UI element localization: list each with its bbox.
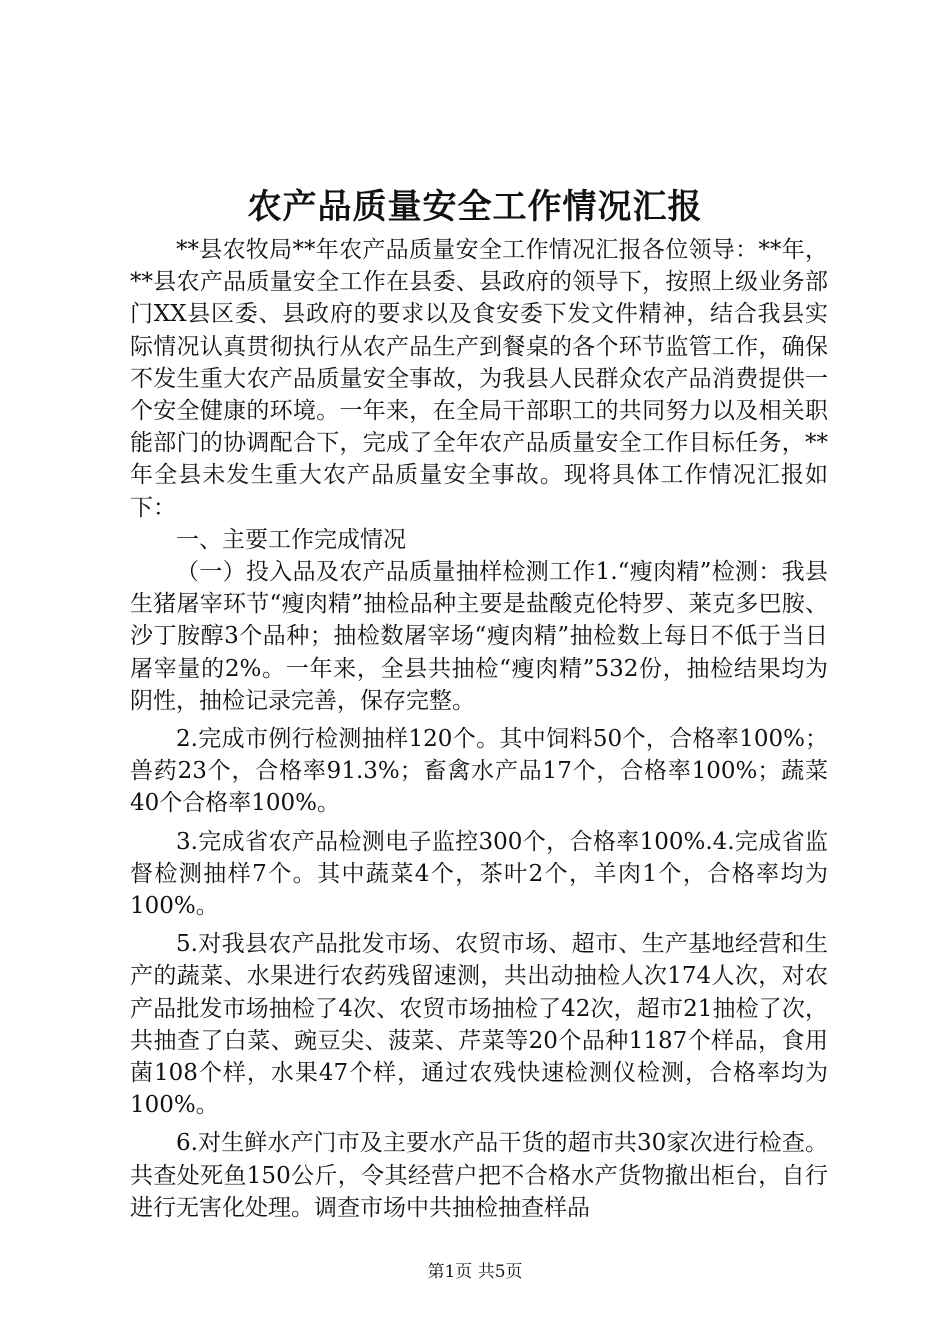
document-body: [130, 234, 828, 1224]
page-footer: 第1页 共5页: [427, 1262, 523, 1282]
paragraph-item-1: （一）投入品及农产品质量抽样检测工作1.“瘦肉精”检测：我县生猪屠宰环节“瘦肉精”抽检品种主要是盐酸克伦特罗、莱克多巴胺、沙丁胺醇3个品种；抽检数屠宰场“瘦肉精”抽检数上每日不低于当日屠宰量的2%。一年来，全县共抽检“瘦肉精”532份，抽检结果均为阴性，抽检记录完善，保存完整。: [130, 559, 828, 714]
paragraph-item-3-4: 3.完成省农产品检测电子监控300个，合格率100%.4.完成省监督检测抽样7个。其中蔬菜4个，茶叶2个，羊肉1个，合格率均为100%。: [130, 828, 828, 920]
document-title: 农产品质量安全工作情况汇报: [247, 187, 703, 227]
section-heading: 一、主要工作完成情况: [176, 526, 406, 553]
paragraph-intro: **县农牧局**年农产品质量安全工作情况汇报各位领导：**年，**县农产品质量安全工作在县委、县政府的领导下，按照上级业务部门XX县区委、县政府的要求以及食安委下发文件精神，结合我县实际情况认真贯彻执行从农产品生产到餐桌的各个环节监管工作，确保不发生重大农产品质量安全事故，为我县人民群众农产品消费提供一个安全健康的环境。一年来，在全局干部职工的共同努力以及相关职能部门的协调配合下，完成了全年农产品质量安全工作目标任务，**年全县未发生重大农产品质量安全事故。现将具体工作情况汇报如下：: [130, 237, 828, 521]
paragraph-item-2: 2.完成市例行检测抽样120个。其中饲料50个，合格率100%；兽药23个，合格率91.3%；畜禽水产品17个，合格率100%；蔬菜40个合格率100%。: [130, 726, 828, 817]
paragraph-item-5: 5.对我县农产品批发市场、农贸市场、超市、生产基地经营和生产的蔬菜、水果进行农药残留速测，共出动抽检人次174人次，对农产品批发市场抽检了4次、农贸市场抽检了42次，超市21抽检了次，共抽查了白菜、豌豆尖、菠菜、芹菜等20个品种1187个样品，食用菌108个样，水果47个样，通过农残快速检测仪检测，合格率均为100%。: [130, 931, 828, 1119]
paragraph-item-6: 6.对生鲜水产门市及主要水产品干货的超市共30家次进行检查。共查处死鱼150公斤，令其经营户把不合格水产货物撤出柜台，自行进行无害化处理。调查市场中共抽检抽查样品: [130, 1130, 828, 1221]
